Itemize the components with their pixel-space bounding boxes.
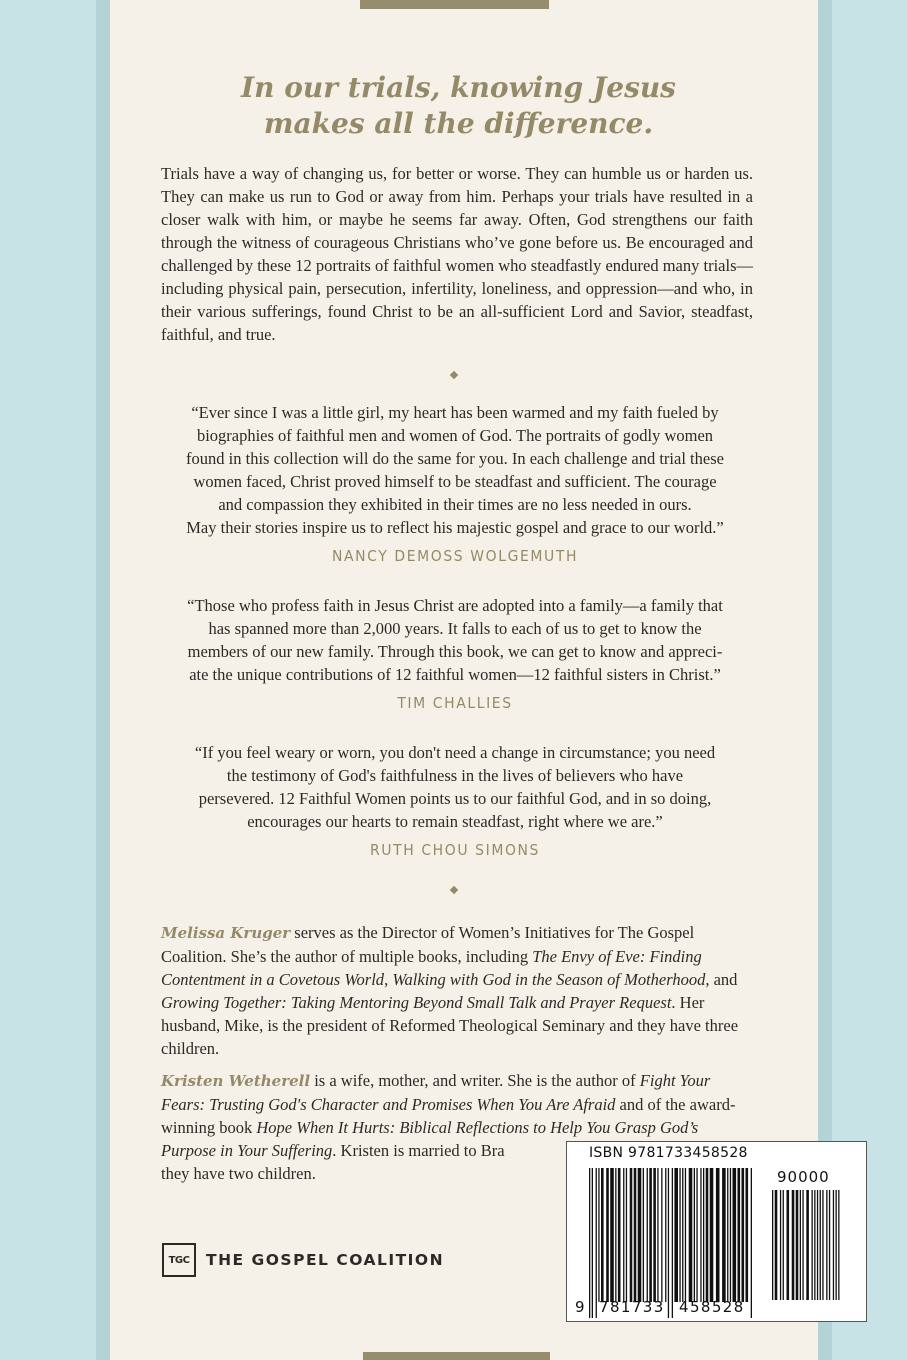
book-title: Walking with God in the Season of Motherhood [392, 970, 706, 989]
barcode-bar [647, 1168, 648, 1302]
book-title: Growing Together: Taking Mentoring Beyond Small Talk and Prayer Request [161, 993, 672, 1012]
barcode-bar [596, 1168, 597, 1318]
barcode-bar [722, 1168, 726, 1302]
bio-text: and of the award-winning book [161, 1095, 736, 1137]
endorsement-quote-2 [150, 594, 760, 686]
tgc-logo-mark: TGC [162, 1243, 196, 1277]
barcode-bar [694, 1168, 695, 1302]
barcode-bar [733, 1168, 737, 1302]
barcode-bar [775, 1190, 778, 1300]
quote-line: biographies of faithful men and women of God. The portraits of godly women [196, 426, 714, 445]
barcode-bar [618, 1168, 621, 1302]
bio-text: . Kristen is married to Bra [332, 1141, 505, 1160]
barcode-bar [787, 1190, 790, 1300]
endorsement-quote-3 [150, 741, 760, 833]
barcode-bar [589, 1168, 590, 1318]
barcode-first-digit: 9 [575, 1298, 585, 1316]
barcode-bar [746, 1168, 749, 1302]
barcode-bar [800, 1190, 801, 1300]
barcode-bar [814, 1190, 815, 1300]
quote-line: “Those who profess faith in Jesus Christ are adopted into a family—a family that [187, 596, 723, 615]
barcode-bar [780, 1190, 781, 1300]
bio-text: they have two children. [161, 1164, 316, 1183]
barcode-bar [829, 1190, 830, 1300]
barcode-bar [822, 1190, 823, 1300]
quote-line: women faced, Christ proved himself to be steadfast and sufficient. The courage [193, 472, 717, 491]
quote-line: ate the unique contributions of 12 faithful women—12 faithful sisters in Christ.” [189, 665, 721, 684]
book-title: Fight Your Fears: Trusting God's Character and Promises When You Are Afraid [161, 1071, 711, 1114]
barcode-bar [817, 1190, 818, 1300]
barcode-bar [836, 1190, 837, 1300]
barcode-bar [598, 1168, 599, 1302]
author-name-melissa: Melissa Kruger [161, 924, 291, 942]
barcode-bar [661, 1168, 662, 1302]
barcode-bar [820, 1190, 821, 1300]
barcode-bar [615, 1168, 616, 1302]
quote-line: members of our new family. Through this book, we can get to know and appreci- [187, 642, 723, 661]
barcode-bar [623, 1168, 624, 1302]
top-ribbon-tab [360, 0, 549, 9]
bio-text: . Her husband, Mike, is the president of Reformed Theological Seminary and they have three children. [161, 993, 739, 1058]
bio-text: , [384, 970, 393, 989]
barcode-bar [643, 1168, 644, 1302]
endorsement-quote-1 [150, 401, 760, 539]
barcode-bar [668, 1168, 669, 1318]
barcode-bar [727, 1168, 728, 1302]
barcode-bar [626, 1168, 627, 1302]
barcode-bar [653, 1168, 656, 1302]
headline [162, 70, 755, 142]
barcode-bar [665, 1168, 666, 1302]
barcode-bar [826, 1190, 827, 1300]
barcode-bar [592, 1168, 593, 1318]
barcode-bar [812, 1190, 813, 1300]
bio-text: , and [705, 970, 738, 989]
left-border-stripe [96, 0, 110, 1360]
bio-text: is a wife, mother, and writer. She is the author of [310, 1071, 640, 1090]
publisher-logo [162, 1243, 444, 1277]
barcode-bar [833, 1190, 834, 1300]
barcode-bar [751, 1168, 752, 1318]
endorsement-author-1: NANCY DEMOSS WOLGEMUTH [331, 547, 579, 565]
barcode-bar [674, 1168, 678, 1302]
barcode-bar [610, 1168, 614, 1302]
barcode-bar [638, 1168, 642, 1302]
barcode-bar [703, 1168, 704, 1302]
barcode-bar [742, 1168, 745, 1302]
barcode-bar [772, 1190, 773, 1300]
barcode-bar [710, 1168, 714, 1302]
quote-line: “If you feel weary or worn, you don't need a change in circumstance; you need [194, 743, 716, 762]
barcode-bar [730, 1168, 731, 1302]
quote-line: May their stories inspire us to reflect his majestic gospel and grace to our world.” [186, 518, 724, 537]
publisher-name: THE GOSPEL COALITION [206, 1251, 445, 1269]
barcode-bar [838, 1190, 839, 1300]
author-name-kristen: Kristen Wetherell [161, 1072, 311, 1090]
quote-line: encourages our hearts to remain steadfast, right where we are.” [247, 812, 663, 831]
barcode-bar [783, 1190, 784, 1300]
barcode-bar [634, 1168, 637, 1302]
isbn-barcode [566, 1141, 867, 1322]
barcode-bar [802, 1190, 803, 1300]
bottom-ribbon-tab [363, 1352, 550, 1360]
barcode-bar [682, 1168, 683, 1302]
headline-line-1: In our trials, knowing Jesus [241, 71, 676, 104]
headline-line-2: makes all the difference. [263, 107, 654, 140]
barcode-bar [716, 1168, 720, 1302]
barcode-bar [796, 1190, 799, 1300]
endorsement-author-3: RUTH CHOU SIMONS [369, 841, 541, 859]
quote-line: and compassion they exhibited in their times are no less needed in ours. [218, 495, 692, 514]
barcode-bar [672, 1168, 673, 1318]
isbn-label: ISBN 9781733458528 [589, 1145, 748, 1161]
intro-paragraph: Trials have a way of changing us, for better or worse. They can humble us or harden us. They can make us run to God or away from him. Perhaps your trials have resulted in a closer walk with him, or maybe he seems far away. Often, God strengthens our faith through the witness of courageous Christians who’ve gone before us. Be encouraged and challenged by these 12 portraits of faithful women who steadfastly endured many trials—including physical pain, persecution, infertility, loneliness, and oppression—and who, in their various sufferings, found Christ to be an all-sufficient Lord and Savior, steadfast, faithful, and true. [161, 164, 754, 344]
barcode-bar [706, 1168, 709, 1302]
barcode-bar [657, 1168, 658, 1302]
barcode-bar [630, 1168, 633, 1302]
book-title: Hope When It Hurts: Biblical Reflections to Help You Grasp God’s Purpose in Your Suffering [161, 1118, 699, 1160]
barcode-right-digits: 458528 [679, 1298, 745, 1316]
barcode-bar [696, 1168, 697, 1302]
book-title: The Envy of Eve: Finding Contentment in a Covetous World [161, 947, 702, 989]
quote-line: “Ever since I was a little girl, my heart has been warmed and my faith fueled by [191, 403, 719, 422]
barcode-bar [685, 1168, 686, 1302]
quote-line: the testimony of God's faithfulness in the lives of believers who have [226, 766, 684, 785]
barcode-bar [700, 1168, 701, 1302]
barcode-bar [649, 1168, 652, 1302]
barcode-bar [738, 1168, 741, 1302]
bio-text: serves as the Director of Women’s Initiatives for The Gospel Coalition. She’s the author of multiple books, including [161, 923, 695, 966]
author-bio-melissa [161, 921, 753, 1060]
quote-line: has spanned more than 2,000 years. It falls to each of us to get to know the [208, 619, 702, 638]
barcode-bar [601, 1168, 604, 1302]
endorsement-author-2: TIM CHALLIES [397, 694, 513, 712]
quote-line: found in this collection will do the same for you. In each challenge and trial these [186, 449, 724, 468]
barcode-bar [792, 1190, 795, 1300]
barcode-bar [606, 1168, 609, 1302]
barcode-bar [689, 1168, 693, 1302]
barcode-left-digits: 781733 [599, 1298, 665, 1316]
barcode-bar [679, 1168, 680, 1302]
quote-line: persevered. 12 Faithful Women points us to our faithful God, and in so doing, [198, 789, 712, 808]
barcode-addon-price: 90000 [777, 1168, 830, 1186]
barcode-bar [806, 1190, 809, 1300]
